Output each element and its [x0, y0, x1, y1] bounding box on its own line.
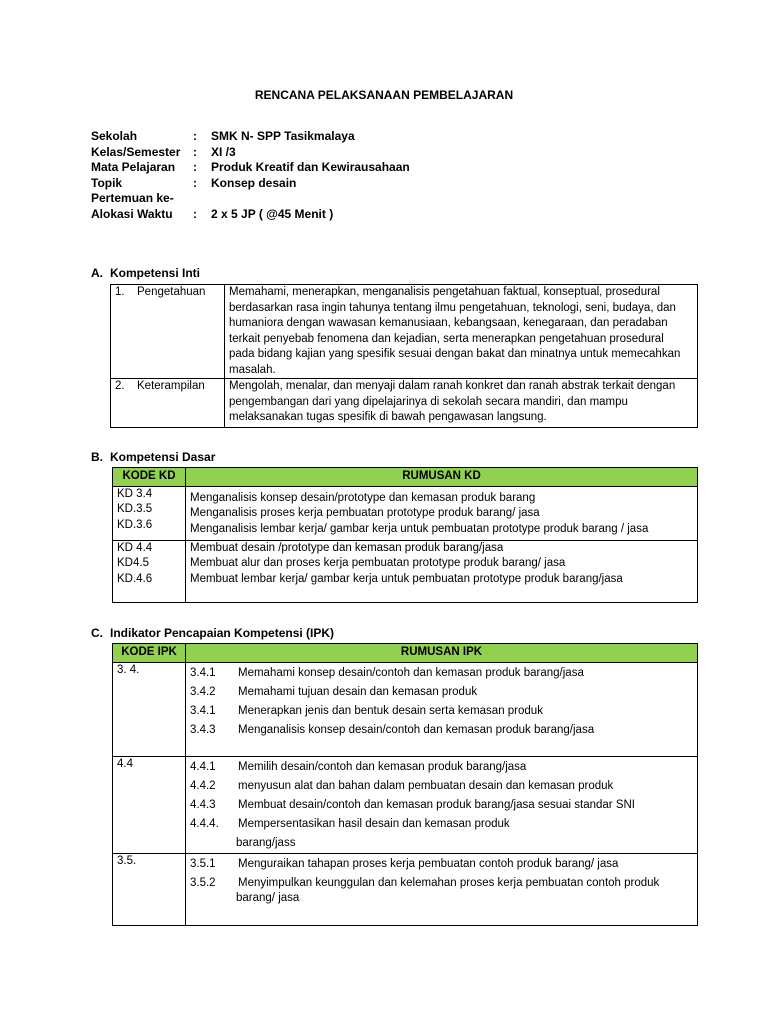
- ipk-item: 4.4.3 Membuat desain/contoh dan kemasan produk barang/jasa sesuai standar SNI: [190, 798, 635, 811]
- ipk-continuation: barang/ jasa: [236, 891, 300, 904]
- table-row: 3.5. 3.5.1 Menguraikan tahapan proses kerja pembuatan contoh produk barang/ jasa 3.5.2 Menyimpulkan keunggulan dan kelemahan proses kerja pembuatan contoh produk barang/ jasa: [113, 853, 698, 925]
- ipk-item: 3.4.1 Memahami konsep desain/contoh dan kemasan produk barang/jasa: [190, 666, 584, 679]
- info-row: Sekolah : SMK N- SPP Tasikmalaya: [91, 129, 410, 145]
- table-row: 2. Keterampilan Mengolah, menalar, dan menyaji dalam ranah konkret dan ranah abstrak terkait dengan pengembangan dari yang dipelajarinya di sekolah secara mandiri, dan mampu melaksanakan tugas spesifik di bawah pengawasan langsung.: [111, 379, 698, 428]
- info-value: Konsep desain: [211, 175, 297, 190]
- info-value: Produk Kreatif dan Kewirausahaan: [211, 160, 410, 175]
- table-row: 3. 4. 3.4.1 Memahami konsep desain/contoh dan kemasan produk barang/jasa 3.4.2 Memahami tujuan desain dan kemasan produk 3.4.1 Menerapkan jenis dan bentuk desain serta kemasan produk 3.4.3 Menganalisis konsep desain/contoh dan kemasan produk barang/jasa: [113, 662, 698, 756]
- info-row: Kelas/Semester : XI /3: [91, 145, 410, 161]
- info-value: [211, 191, 410, 207]
- info-value: XI /3: [211, 144, 236, 159]
- ipk-table: [112, 643, 698, 926]
- info-row: Pertemuan ke-: [91, 191, 410, 207]
- section-c-heading: C. Indikator Pencapaian Kompetensi (IPK): [91, 626, 335, 640]
- info-row: Topik : Konsep desain: [91, 176, 410, 192]
- ipk-item: 4.4.2 menyusun alat dan bahan dalam pembuatan desain dan kemasan produk: [190, 779, 614, 792]
- info-value: 2 x 5 JP ( @45 Menit ): [211, 206, 334, 221]
- kompetensi-inti-table: [110, 284, 698, 428]
- section-b-heading: B. Kompetensi Dasar: [91, 450, 216, 464]
- info-row: Mata Pelajaran : Produk Kreatif dan Kewirausahaan: [91, 160, 410, 175]
- ipk-item: 4.4.4. Mempersentasikan hasil desain dan kemasan produk: [190, 817, 510, 830]
- ipk-item: 3.4.1 Menerapkan jenis dan bentuk desain serta kemasan produk: [190, 704, 543, 717]
- table-header-row: KODE KD RUMUSAN KD: [113, 468, 698, 487]
- table-row: 1. Pengetahuan Memahami, menerapkan, menganalisis pengetahuan faktual, konseptual, prosedural berdasarkan rasa ingin tahunya tentang ilmu pengetahuan, teknologi, seni, budaya, dan humaniora dengan wawasan kemanusiaan, kebangsaan, kenegaraan, dan peradaban terkait penyebab fenomena dan kejadian, serta menerapkan pengetahuan prosedural pada bidang kajian yang spesifik sesuai dengan bakat dan minatnya untuk memecahkan masalah.: [111, 285, 698, 379]
- ipk-item: 3.5.2 Menyimpulkan keunggulan dan kelemahan proses kerja pembuatan contoh produk: [190, 876, 660, 889]
- ipk-item: 3.5.1 Menguraikan tahapan proses kerja pembuatan contoh produk barang/ jasa: [190, 857, 619, 870]
- info-table: [91, 129, 410, 223]
- table-header-row: KODE IPK RUMUSAN IPK: [113, 644, 698, 663]
- document-title: RENCANA PELAKSANAAN PEMBELAJARAN: [254, 88, 514, 102]
- table-row: 4.4 4.4.1 Memilih desain/contoh dan kemasan produk barang/jasa 4.4.2 menyusun alat dan bahan dalam pembuatan desain dan kemasan produk 4.4.3 Membuat desain/contoh dan kemasan produk barang/jasa sesuai standar SNI 4.4.4. Mempersentasikan hasil desain dan kemasan produk barang/jass: [113, 756, 698, 853]
- ipk-item: 4.4.1 Memilih desain/contoh dan kemasan produk barang/jasa: [190, 760, 527, 773]
- ipk-item: 3.4.2 Memahami tujuan desain dan kemasan produk: [190, 685, 478, 698]
- ipk-continuation: barang/jass: [236, 836, 296, 849]
- info-row: Alokasi Waktu : 2 x 5 JP ( @45 Menit ): [91, 207, 410, 223]
- kompetensi-dasar-table: [112, 467, 698, 603]
- section-a-heading: A. Kompetensi Inti: [91, 266, 201, 280]
- table-row: KD 4.4 KD4.5 KD.4.6 Membuat desain /prototype dan kemasan produk barang/jasa Membuat alur dan proses kerja pembuatan prototype produk barang/ jasa Membuat lembar kerja/ gambar kerja untuk pembuatan prototype produk barang/jasa: [113, 540, 698, 602]
- info-value: SMK N- SPP Tasikmalaya: [211, 129, 355, 143]
- table-row: KD 3.4 KD.3.5 KD.3.6 Menganalisis konsep desain/prototype dan kemasan produk barang Menganalisis proses kerja pembuatan prototype produk barang/ jasa Menganalisis lembar kerja/ gambar kerja untuk pembuatan prototype produk barang / jasa: [113, 486, 698, 540]
- ipk-item: 3.4.3 Menganalisis konsep desain/contoh dan kemasan produk barang/jasa: [190, 723, 595, 736]
